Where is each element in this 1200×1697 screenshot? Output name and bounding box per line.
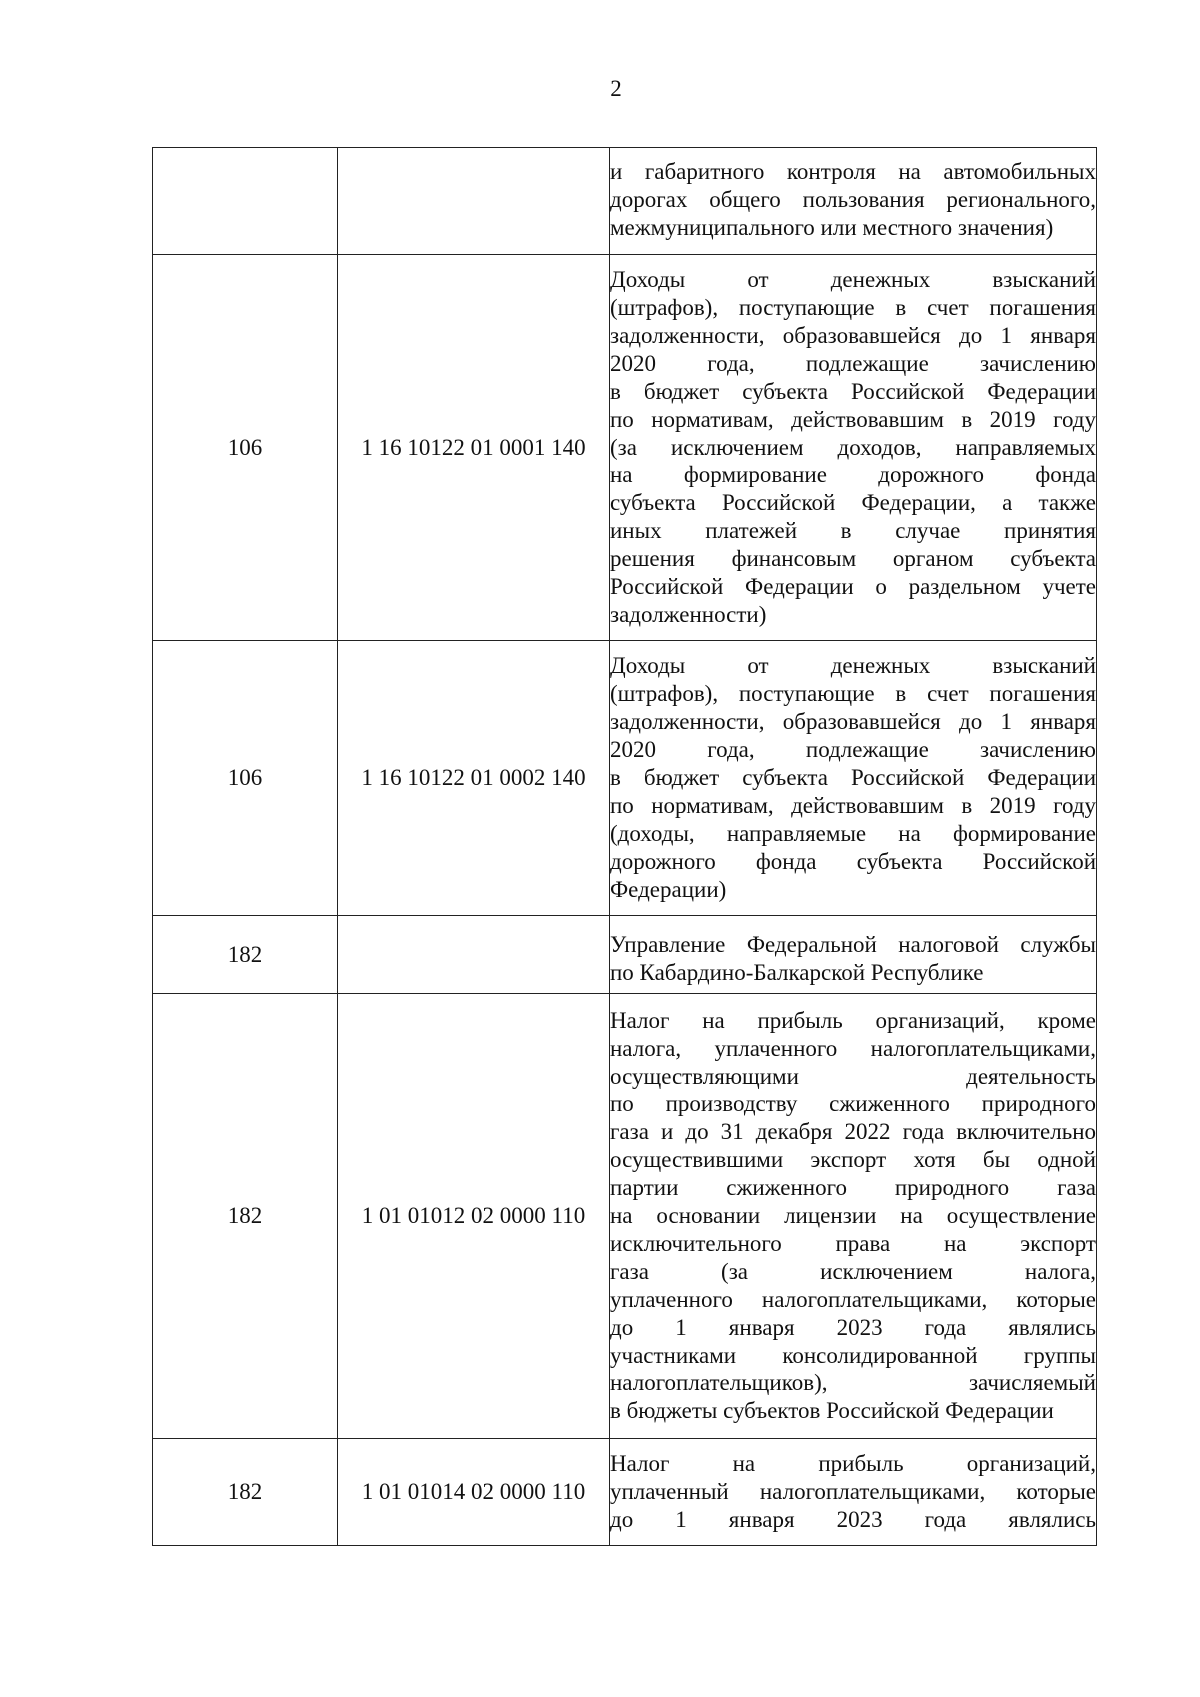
description-line: по нормативам, действовавшим в 2019 году [610,792,1096,818]
description-line: партии сжиженного природного газа [610,1175,1096,1201]
description-line: задолженности, образовавшейся до 1 января [610,322,1096,348]
admin-code-cell: 182 [153,1439,338,1546]
description-line: решения финансовым органом субъекта [610,546,1096,572]
description-line: (штрафов), поступающие в счет погашения [610,295,1096,321]
description-cell [610,255,1097,641]
description-line: Налог на прибыль организаций, [610,1451,1096,1477]
table-row [153,641,1097,916]
description-cell [610,641,1097,916]
description-line: дорогах общего пользования регионального, [610,186,1096,212]
description-line: задолженности, образовавшейся до 1 января [610,709,1096,735]
description-line: газа (за исключением налога, [610,1258,1096,1284]
description-line: на основании лицензии на осуществление [610,1203,1096,1229]
description-line: по производству сжиженного природного [610,1091,1096,1117]
description-line: Российской Федерации о раздельном учете [610,574,1096,600]
description-line: дорожного фонда субъекта Российской [610,848,1096,874]
description-line: исключительного права на экспорт [610,1230,1096,1256]
description-line: и габаритного контроля на автомобильных [610,159,1096,184]
description-line: Управление Федеральной налоговой службы [610,931,1096,957]
description-line: уплаченного налогоплательщиками, которые [610,1286,1096,1312]
description-line: (штрафов), поступающие в счет погашения [610,681,1096,707]
description-line: в бюджеты субъектов Российской Федерации [610,1398,1054,1424]
description-line: межмуниципального или местного значения) [610,214,1054,240]
description-line: налогоплательщиков), зачисляемый [610,1370,1096,1396]
page-number: 2 [610,76,622,101]
description-line: газа и до 31 декабря 2022 года включительно [610,1119,1096,1145]
description-line: Федерации) [610,876,727,902]
description-line: осуществляющими деятельность [610,1063,1096,1089]
description-line: Доходы от денежных взысканий [610,267,1096,293]
description-cell [610,994,1097,1439]
description-line: по нормативам, действовавшим в 2019 году [610,406,1096,432]
description-cell [610,148,1097,255]
description-line: иных платежей в случае принятия [610,518,1096,544]
description-cell [610,916,1097,994]
table-row [153,255,1097,641]
description-line: в бюджет субъекта Российской Федерации [610,378,1096,404]
budget-codes-table [152,147,1097,1546]
kbk-cell: 1 16 10122 01 0002 140 [338,641,610,916]
table-row [153,1439,1097,1546]
description-line: в бюджет субъекта Российской Федерации [610,765,1096,791]
description-line: уплаченный налогоплательщиками, которые [610,1479,1096,1505]
description-line: субъекта Российской Федерации, а также [610,490,1096,516]
admin-code-cell: 182 [153,994,338,1439]
description-cell [610,1439,1097,1546]
description-line: налога, уплаченного налогоплательщиками, [610,1035,1096,1061]
kbk-cell [338,148,610,255]
description-line: осуществившими экспорт хотя бы одной [610,1147,1096,1173]
description-line: Доходы от денежных взысканий [610,653,1096,679]
description-line: до 1 января 2023 года являлись [610,1506,1096,1532]
description-line: по Кабардино-Балкарской Республике [610,959,984,985]
description-line: задолженности) [610,601,767,627]
description-line: 2020 года, подлежащие зачислению [610,737,1096,763]
admin-code-cell: 106 [153,255,338,641]
admin-code-cell: 106 [153,641,338,916]
description-line: (доходы, направляемые на формирование [610,820,1096,846]
description-line: (за исключением доходов, направляемых [610,434,1096,460]
kbk-cell [338,916,610,994]
kbk-cell: 1 16 10122 01 0001 140 [338,255,610,641]
description-line: на формирование дорожного фонда [610,462,1096,488]
description-line: Налог на прибыль организаций, кроме [610,1007,1096,1033]
table-row [153,994,1097,1439]
description-line: участниками консолидированной группы [610,1342,1096,1368]
kbk-cell: 1 01 01012 02 0000 110 [338,994,610,1439]
description-line: 2020 года, подлежащие зачислению [610,350,1096,376]
table-row [153,148,1097,255]
admin-code-cell [153,148,338,255]
table-row [153,916,1097,994]
admin-code-cell: 182 [153,916,338,994]
description-line: до 1 января 2023 года являлись [610,1314,1096,1340]
kbk-cell: 1 01 01014 02 0000 110 [338,1439,610,1546]
